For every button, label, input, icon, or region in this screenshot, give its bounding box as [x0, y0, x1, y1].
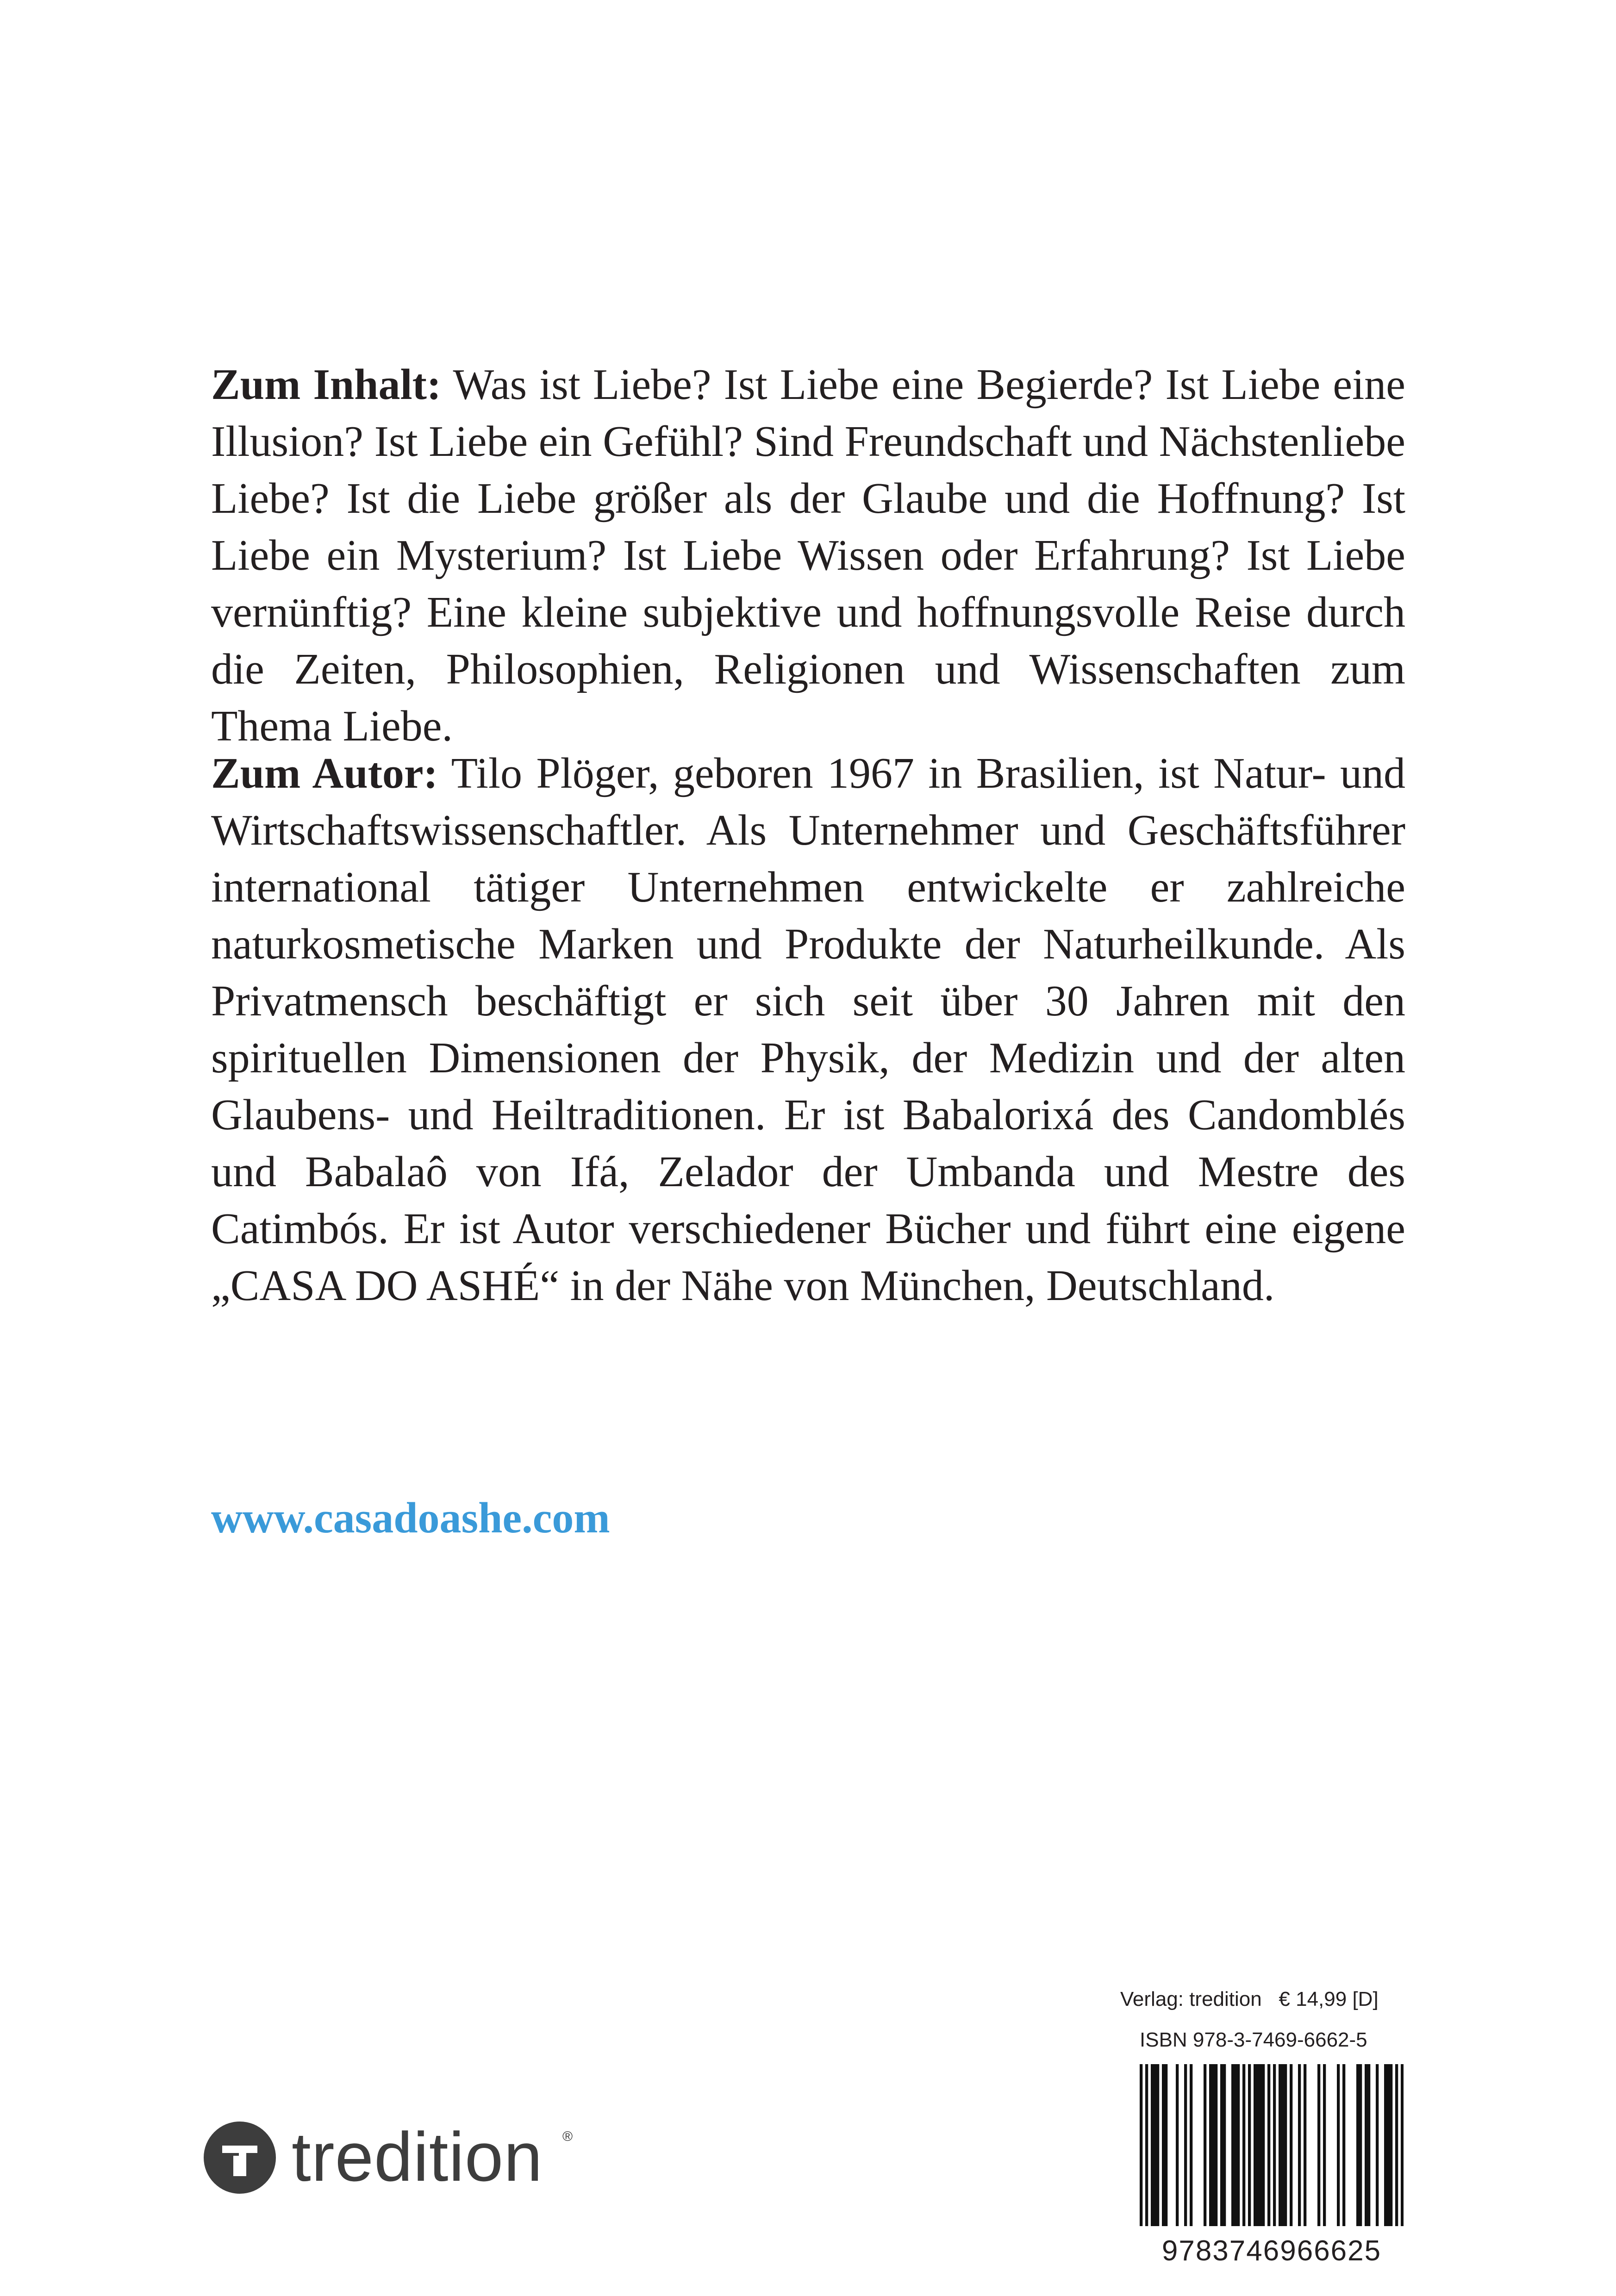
barcode-bar	[1204, 2064, 1206, 2226]
barcode-bar	[1162, 2064, 1165, 2226]
barcode	[1140, 2064, 1404, 2226]
barcode-bar	[1256, 2064, 1259, 2226]
barcode-bar	[1284, 2064, 1287, 2226]
tredition-logo-text: tredition	[292, 2118, 543, 2196]
barcode-bar	[1356, 2064, 1359, 2226]
barcode-bar	[1342, 2064, 1345, 2226]
content-text: Was ist Liebe? Ist Liebe eine Begierde? Ist Liebe eine Illusion? Ist Liebe ein Gefühl? Sind Freundschaft und Nächstenliebe Liebe? Ist die Liebe größer als der Glaube und die Hoffnung? Ist Liebe ein Mysterium? Ist Liebe Wissen oder Erfahrung? Ist Liebe vernünftig? Eine kleine subjektive und hoffnungsvolle Reise durch die Zeiten, Philosophien, Religionen und Wissenschaften zum Thema Liebe.	[211, 361, 1405, 750]
barcode-bar	[1156, 2064, 1159, 2226]
barcode-bar	[1279, 2064, 1281, 2226]
tredition-logo-icon	[204, 2122, 276, 2194]
barcode-bar	[1304, 2064, 1306, 2226]
barcode-number: 9783746966625	[1161, 2235, 1382, 2267]
isbn: ISBN 978-3-7469-6662-5	[1140, 2028, 1367, 2051]
publisher-price: Verlag: tredition € 14,99 [D]	[1120, 1988, 1379, 2010]
barcode-bar	[1190, 2064, 1192, 2226]
barcode-bar	[1367, 2064, 1370, 2226]
barcode-bar	[1140, 2064, 1142, 2226]
barcode-bar	[1365, 2064, 1367, 2226]
barcode-bar	[1242, 2064, 1245, 2226]
barcode-bar	[1262, 2064, 1265, 2226]
barcode-bar	[1223, 2064, 1226, 2226]
barcode-bar	[1359, 2064, 1362, 2226]
barcode-bar	[1154, 2064, 1156, 2226]
registered-mark: ®	[562, 2129, 573, 2144]
barcode-bar	[1151, 2064, 1154, 2226]
tredition-logo	[204, 2110, 593, 2203]
barcode-bar	[1281, 2064, 1284, 2226]
barcode-bar	[1237, 2064, 1240, 2226]
barcode-bar	[1212, 2064, 1215, 2226]
barcode-bar	[1298, 2064, 1301, 2226]
author-paragraph	[211, 745, 1405, 1314]
barcode-bar	[1395, 2064, 1398, 2226]
barcode-bar	[1384, 2064, 1387, 2226]
website-link[interactable]: www.casadoashe.com	[211, 1494, 610, 1542]
barcode-bar	[1220, 2064, 1223, 2226]
barcode-bar	[1165, 2064, 1167, 2226]
barcode-bar	[1254, 2064, 1256, 2226]
author-label: Zum Autor:	[211, 749, 438, 797]
barcode-bar	[1323, 2064, 1326, 2226]
barcode-bar	[1267, 2064, 1270, 2226]
content-paragraph	[211, 356, 1405, 755]
barcode-bar	[1401, 2064, 1404, 2226]
barcode-bar	[1273, 2064, 1276, 2226]
author-text: Tilo Plöger, geboren 1967 in Brasilien, ist Natur- und Wirtschaftswissenschaftler. Als Unternehmer und Geschäftsführer international tätiger Unternehmen entwickelte er zahlreiche naturkosmetische Marken und Produkte der Naturheilkunde. Als Privatmensch beschäftigt er sich seit über 30 Jahren mit den spirituellen Dimensionen der Physik, der Medizin und der alten Glaubens- und Heiltraditionen. Er ist Babalorixá des Candomblés und Babalaô von Ifá, Zelador der Umbanda und Mestre des Catimbós. Er ist Autor verschiedener Bücher und führt eine eigene „CASA DO ASHÉ“ in der Nähe von München, Deutschland.	[211, 749, 1405, 1310]
content-label: Zum Inhalt:	[211, 361, 442, 409]
barcode-bar	[1259, 2064, 1262, 2226]
barcode-bar	[1248, 2064, 1251, 2226]
barcode-bar	[1215, 2064, 1217, 2226]
barcode-bar	[1209, 2064, 1212, 2226]
barcode-bar	[1145, 2064, 1148, 2226]
barcode-bar	[1317, 2064, 1320, 2226]
barcode-bar	[1176, 2064, 1179, 2226]
barcode-bar	[1290, 2064, 1292, 2226]
barcode-bar	[1337, 2064, 1340, 2226]
barcode-bar	[1234, 2064, 1237, 2226]
barcode-bar	[1376, 2064, 1379, 2226]
barcode-bar	[1390, 2064, 1392, 2226]
barcode-bar	[1231, 2064, 1234, 2226]
barcode-bar	[1387, 2064, 1390, 2226]
barcode-bar	[1184, 2064, 1187, 2226]
